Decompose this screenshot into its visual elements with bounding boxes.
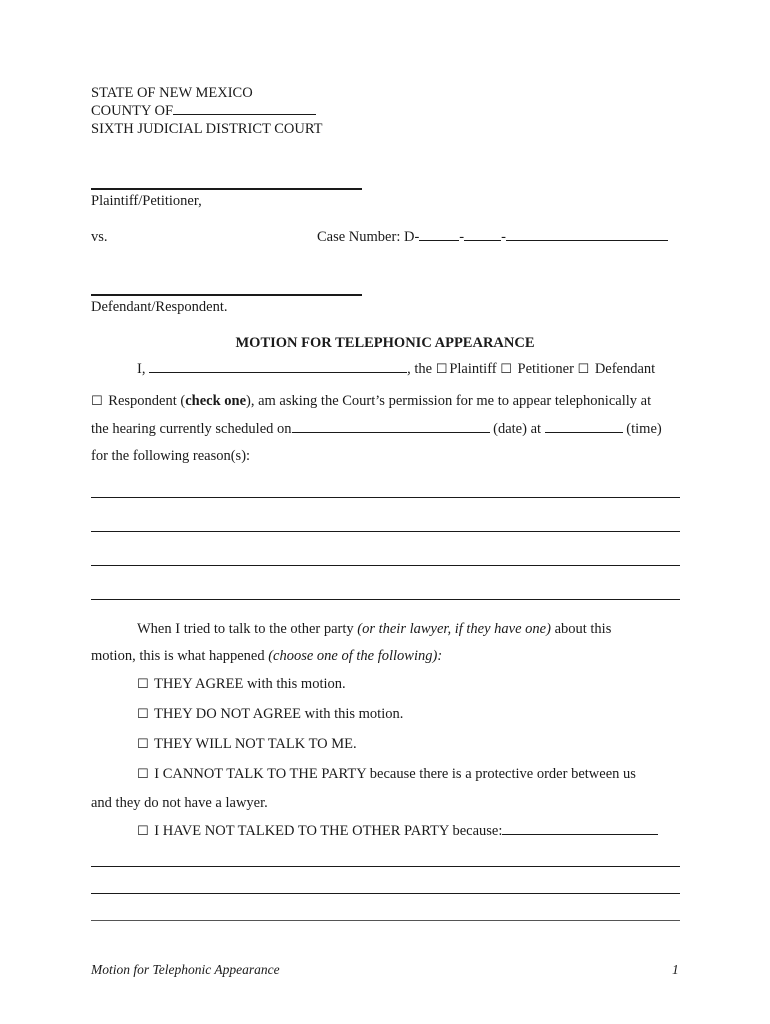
hearing-line (91, 420, 662, 438)
will-not-talk-label: THEY WILL NOT TALK TO ME. (154, 736, 357, 752)
asking-text: ), am asking the Court’s permission for me to appear telephonically at (246, 393, 652, 409)
party-name-field[interactable] (149, 360, 407, 373)
not-talked-label: I HAVE NOT TALKED TO THE OTHER PARTY (154, 823, 449, 839)
hearing-time-field[interactable] (545, 420, 623, 433)
vs-label: vs. (91, 229, 108, 245)
option-not-talked (137, 822, 658, 841)
other-party-intro (137, 620, 611, 638)
reason-line-4[interactable] (91, 599, 680, 600)
reason-line-3[interactable] (91, 565, 680, 566)
explanation-line-2[interactable] (91, 893, 680, 894)
option-agree (137, 675, 346, 694)
respondent-line (91, 392, 651, 411)
case-number-label: Case Number: D- (317, 229, 420, 245)
plaintiff-option: Plaintiff (449, 361, 497, 377)
not-agree-checkbox[interactable]: ☐ (137, 707, 149, 722)
other-party-line2 (91, 647, 442, 665)
not-agree-label: THEY DO NOT AGREE (154, 706, 302, 722)
line2-italic: (choose one of the following): (268, 648, 443, 664)
date-label: (date) at (493, 421, 542, 437)
document-title: MOTION FOR TELEPHONIC APPEARANCE (235, 335, 535, 351)
not-talked-tail: because: (452, 823, 503, 839)
not-agree-tail: with this motion. (304, 706, 404, 722)
cannot-talk-checkbox[interactable]: ☐ (137, 767, 149, 782)
explanation-line-1[interactable] (91, 866, 680, 867)
case-number-line (317, 228, 668, 246)
defendant-label: Defendant/Respondent. (91, 299, 228, 315)
defendant-option: Defendant (594, 361, 656, 377)
case-number-field-1[interactable] (419, 228, 459, 241)
county-field[interactable] (173, 102, 316, 115)
defendant-checkbox[interactable]: ☐ (577, 362, 590, 377)
state-heading: STATE OF NEW MEXICO (91, 85, 253, 101)
petitioner-checkbox[interactable]: ☐ (500, 362, 512, 377)
court-heading: SIXTH JUDICIAL DISTRICT COURT (91, 121, 323, 137)
agree-label: THEY AGREE (154, 676, 244, 692)
plaintiff-name-field[interactable] (91, 188, 362, 190)
time-label: (time) (626, 421, 662, 437)
reasons-label: for the following reason(s): (91, 448, 251, 464)
option-cannot-talk (137, 765, 636, 784)
agree-tail: with this motion. (246, 676, 346, 692)
intro-text: When I tried to talk to the other party (137, 621, 354, 637)
cannot-talk-line2: and they do not have a lawyer. (91, 795, 268, 811)
agree-checkbox[interactable]: ☐ (137, 677, 149, 692)
page-number: 1 (672, 962, 679, 977)
cannot-talk-tail: because there is a protective order between us (369, 766, 636, 782)
case-number-field-3[interactable] (506, 228, 668, 241)
petitioner-option: Petitioner (517, 361, 574, 377)
option-will-not-talk (137, 735, 357, 754)
intro-italic: (or their lawyer, if they have one) (357, 621, 551, 637)
i-prefix: I, (137, 361, 146, 377)
party-line (137, 360, 655, 379)
option-not-agree (137, 705, 403, 724)
explanation-line-3[interactable] (91, 920, 680, 921)
intro-tail: about this (554, 621, 612, 637)
reason-line-2[interactable] (91, 531, 680, 532)
line2-text: motion, this is what happened (91, 648, 265, 664)
county-label: COUNTY OF (91, 103, 174, 119)
defendant-name-field[interactable] (91, 294, 362, 296)
cannot-talk-label: I CANNOT TALK TO THE PARTY (154, 766, 367, 782)
not-talked-reason-field[interactable] (502, 822, 658, 835)
plaintiff-checkbox[interactable]: ☐ (435, 362, 448, 377)
case-separator: - (501, 229, 506, 245)
plaintiff-label: Plaintiff/Petitioner, (91, 193, 202, 209)
the-text: , the (407, 361, 433, 377)
case-separator: - (459, 229, 465, 245)
not-talked-checkbox[interactable]: ☐ (137, 824, 149, 839)
hearing-date-field[interactable] (292, 420, 490, 433)
county-line (91, 102, 316, 120)
respondent-checkbox[interactable]: ☐ (91, 394, 103, 409)
footer-title: Motion for Telephonic Appearance (91, 962, 280, 977)
hearing-prefix: the hearing currently scheduled on (91, 421, 292, 437)
will-not-talk-checkbox[interactable]: ☐ (137, 737, 149, 752)
check-one-emphasis: check one (185, 393, 247, 409)
case-number-field-2[interactable] (464, 228, 501, 241)
reason-line-1[interactable] (91, 497, 680, 498)
respondent-option: Respondent ( (108, 393, 186, 409)
